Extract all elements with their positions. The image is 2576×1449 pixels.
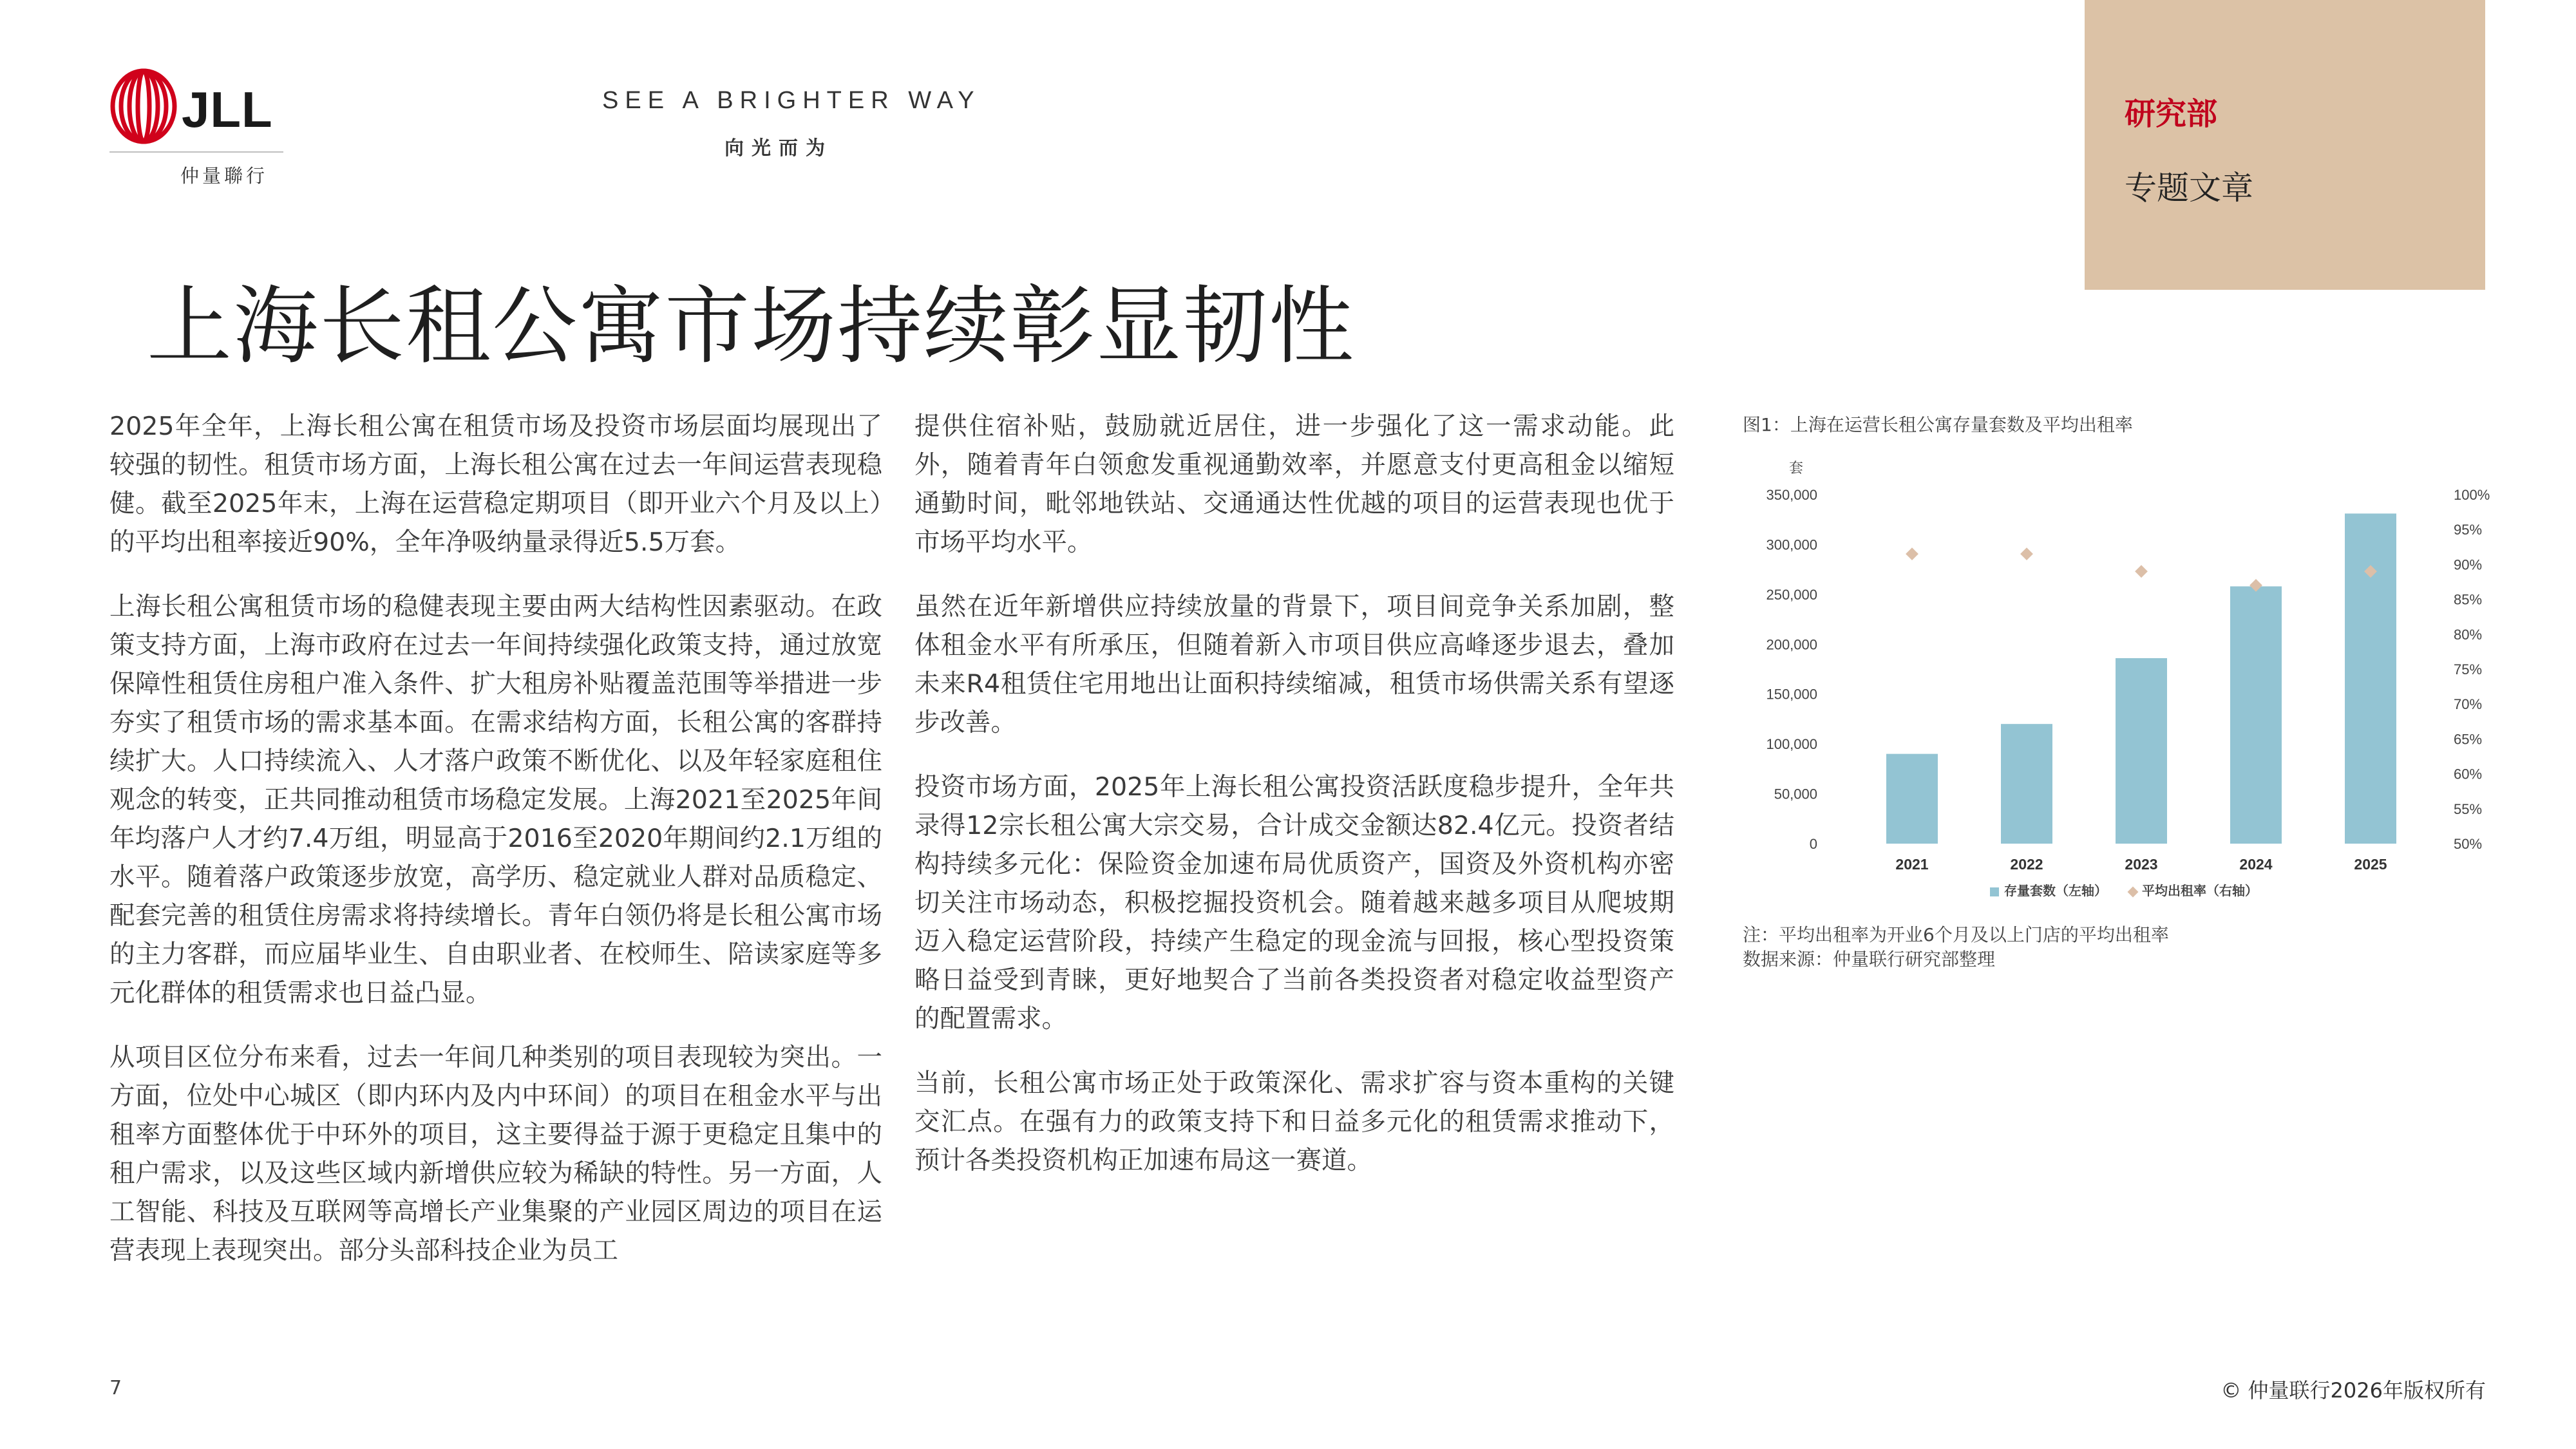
figure-caption: 图1：上海在运营长租公寓存量套数及平均出租率 — [1743, 414, 2133, 435]
x-axis-tick-label: 2024 — [2239, 856, 2273, 873]
body-paragraph: 上海长租公寓租赁市场的稳健表现主要由两大结构性因素驱动。在政策支持方面，上海市政府在过去一年间持续强化政策支持，通过放宽保障性租赁住房租户准入条件、扩大租房补贴覆盖范围等举措进一步夯实了租赁市场的需求基本面。在需求结构方面，长租公寓的客群持续扩大。人口持续流入、人才落户政策不断优化、以及年轻家庭租住观念的转变，正共同推动租赁市场稳定发展。上海2021至2025年间年均落户人才约7.4万组，明显高于2016至2020年期间约2.1万组的水平。随着落户政策逐步放宽，高学历、稳定就业人群对品质稳定、配套完善的租赁住房需求将持续增长。青年白领仍将是长租公寓市场的主力客群，而应届毕业生、自由职业者、在校师生、陪读家庭等多元化群体的租赁需求也日益凸显。 — [109, 592, 882, 1008]
right-axis-tick-label: 100% — [2454, 487, 2490, 503]
logo-cn-name: 仲量聯行 — [180, 165, 269, 187]
occupancy-marker — [1906, 547, 1918, 560]
left-axis-tick-label: 50,000 — [1774, 786, 1817, 802]
occupancy-marker — [2020, 547, 2033, 560]
logo-wordmark: JLL — [182, 81, 273, 138]
figure-source: 数据来源：仲量联行研究部整理 — [1743, 949, 1996, 970]
stock-bar — [2230, 586, 2282, 844]
left-axis-tick-label: 350,000 — [1766, 487, 1817, 503]
legend-swatch-occupancy — [2128, 887, 2139, 898]
right-axis-tick-label: 75% — [2454, 661, 2483, 677]
right-axis-tick-label: 50% — [2454, 836, 2483, 852]
logo-divider — [109, 151, 283, 153]
left-axis-tick-label: 300,000 — [1766, 536, 1817, 553]
jll-logo — [109, 68, 290, 190]
research-department-box — [2085, 0, 2485, 290]
body-paragraph: 从项目区位分布来看，过去一年间几种类别的项目表现较为突出。一方面，位处中心城区（即内环内及内中环间）的项目在租金水平与出租率方面整体优于中环外的项目，这主要得益于源于更稳定且集中的租户需求，以及这些区域内新增供应较为稀缺的特性。另一方面，人工智能、科技及互联网等高增长产业集聚的产业园区周边的项目在运营表现上表现突出。部分头部科技企业为员工 — [109, 1043, 882, 1265]
body-paragraph: 提供住宿补贴，鼓励就近居住，进一步强化了这一需求动能。此外，随着青年白领愈发重视通勤效率，并愿意支付更高租金以缩短通勤时间，毗邻地铁站、交通通达性优越的项目的运营表现也优于市场平均水平。 — [914, 412, 1674, 557]
right-axis-tick-label: 70% — [2454, 696, 2483, 713]
copyright-notice: © 仲量联行2026年版权所有 — [2221, 1378, 2486, 1403]
legend-label-stock: 存量套数（左轴） — [2004, 884, 2107, 898]
stock-bar — [2116, 658, 2167, 844]
right-axis-tick-label: 60% — [2454, 766, 2483, 782]
research-department-label: 研究部 — [2125, 96, 2218, 132]
left-axis-tick-label: 150,000 — [1766, 686, 1817, 703]
body-paragraph: 2025年全年，上海长租公寓在租赁市场及投资市场层面均展现出了较强的韧性。租赁市场方面，上海长租公寓在过去一年间运营表现稳健。截至2025年末，上海在运营稳定期项目（即开业六个月及以上）的平均出租率接近90%，全年净吸纳量录得近5.5万套。 — [109, 412, 882, 557]
body-paragraph: 虽然在近年新增供应持续放量的背景下，项目间竞争关系加剧，整体租金水平有所承压，但随着新入市项目供应高峰逐步退去，叠加未来R4租赁住宅用地出让面积持续缩减，租赁市场供需关系有望逐步改善。 — [914, 592, 1674, 737]
body-column-left — [109, 407, 882, 1296]
figure-note: 注：平均出租率为开业6个月及以上门店的平均出租率 — [1743, 924, 2169, 945]
left-axis-unit-label: 套 — [1789, 460, 1804, 476]
occupancy-marker — [2135, 565, 2148, 578]
page-title: 上海长租公寓市场持续彰显韧性 — [147, 277, 1355, 376]
left-axis-tick-label: 200,000 — [1766, 636, 1817, 653]
legend-label-occupancy: 平均出租率（右轴） — [2142, 884, 2258, 898]
body-column-middle — [914, 407, 1674, 1206]
left-axis-tick-label: 0 — [1809, 836, 1817, 852]
right-axis-tick-label: 90% — [2454, 556, 2483, 573]
stock-bar — [1886, 754, 1938, 844]
article-type-label: 专题文章 — [2125, 169, 2253, 207]
right-axis-tick-label: 80% — [2454, 626, 2483, 643]
left-axis-tick-label: 100,000 — [1766, 736, 1817, 753]
tagline-en: SEE A BRIGHTER WAY — [602, 87, 981, 114]
right-axis-tick-label: 55% — [2454, 800, 2483, 817]
jll-logo-mark — [109, 68, 178, 145]
x-axis-tick-label: 2025 — [2354, 856, 2387, 873]
tagline-cn: 向光而为 — [724, 137, 833, 160]
x-axis-tick-label: 2023 — [2125, 856, 2158, 873]
x-axis-tick-label: 2021 — [1895, 856, 1929, 873]
stock-bar — [2001, 724, 2052, 844]
body-paragraph: 投资市场方面，2025年上海长租公寓投资活跃度稳步提升，全年共录得12宗长租公寓大宗交易，合计成交金额达82.4亿元。投资者结构持续多元化：保险资金加速布局优质资产，国资及外资机构亦密切关注市场动态，积极挖掘投资机会。随着越来越多项目从爬坡期迈入稳定运营阶段，持续产生稳定的现金流与回报，核心型投资策略日益受到青睐，更好地契合了当前各类投资者对稳定收益型资产的配置需求。 — [914, 772, 1674, 1034]
legend-swatch-stock — [1990, 887, 1999, 896]
stock-and-occupancy-chart — [1732, 444, 2505, 908]
right-axis-tick-label: 65% — [2454, 731, 2483, 748]
right-axis-tick-label: 85% — [2454, 591, 2483, 608]
stock-bar — [2345, 513, 2396, 844]
page-number: 7 — [109, 1377, 122, 1399]
body-paragraph: 当前，长租公寓市场正处于政策深化、需求扩容与资本重构的关键交汇点。在强有力的政策支持下和日益多元化的租赁需求推动下，预计各类投资机构正加速布局这一赛道。 — [914, 1068, 1674, 1175]
left-axis-tick-label: 250,000 — [1766, 586, 1817, 603]
x-axis-tick-label: 2022 — [2010, 856, 2043, 873]
figure-notes — [1743, 923, 2169, 972]
right-axis-tick-label: 95% — [2454, 522, 2483, 538]
